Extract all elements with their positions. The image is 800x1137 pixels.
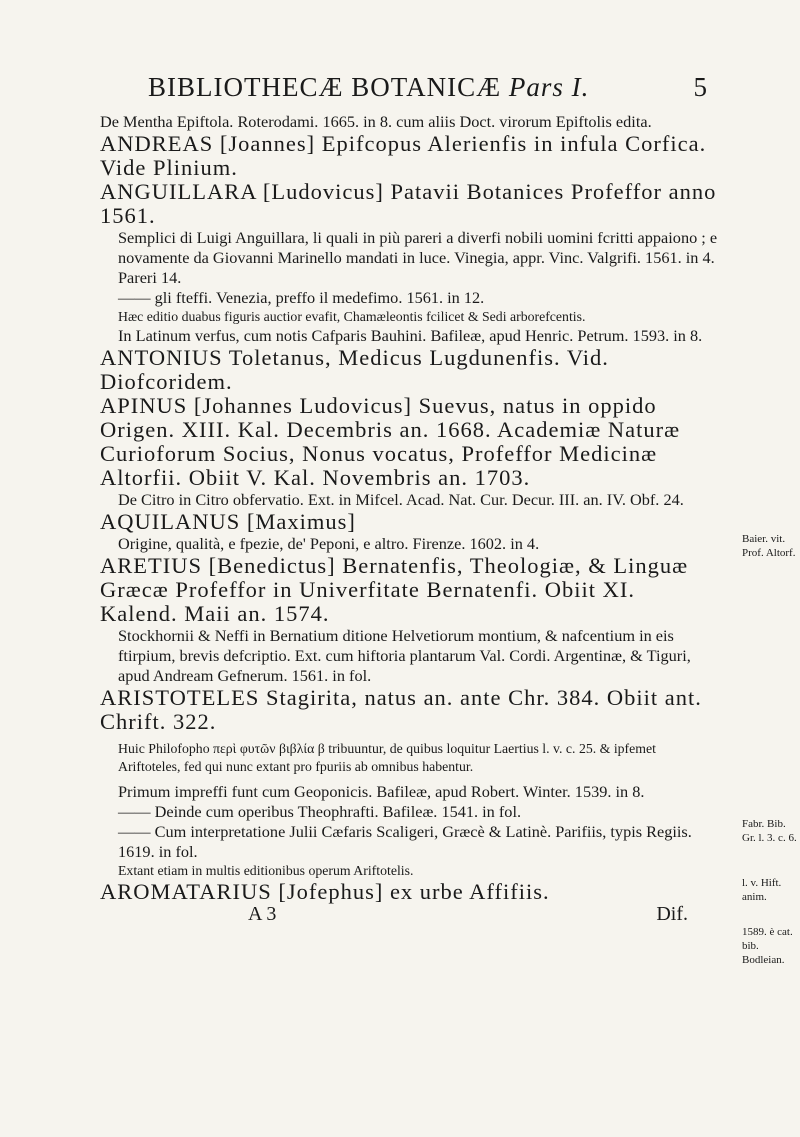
author-heading: ARISTOTELES Stagirita, natus an. ante Chr. 384. Obiit ant. Chrift. 322. (100, 685, 702, 734)
entry-text: —— Deinde cum operibus Theophrafti. Bafileæ. 1541. in fol. (118, 802, 522, 821)
entry-text: —— Cum interpretatione Julii Cæfaris Scaligeri, Græcè & Latinè. Parifiis, typis Regiis. 1619. in fol. (118, 822, 692, 861)
author-heading: ANDREAS [Joannes] Epifcopus Alerienfis in infula Corfica. Vide Plinium. (100, 131, 707, 180)
running-header (148, 72, 708, 103)
author-heading: ANTONIUS Toletanus, Medicus Lugdunenfis. Vid. Diofcoridem. (100, 345, 609, 394)
author-heading: ANGUILLARA [Ludovicus] Patavii Botanices Profeffor anno 1561. (100, 179, 717, 228)
entry-text: Semplici di Luigi Anguillara, li quali in più pareri a diverfi nobili uomini fcritti appaiono ; e novamente da Giovanni Marinello mandati in luce. Vinegia, appr. Vinc. Valgrifi. 1561. in 4. Pareri 14. (118, 228, 718, 287)
entry-text: De Mentha Epiftola. Roterodami. 1665. in 8. cum aliis Doct. virorum Epiftolis edita. (100, 112, 652, 131)
entry-text: Stockhornii & Neffi in Bernatium ditione Helvetiorum montium, & nafcentium in eis ftirpium, brevis defcriptio. Ext. cum hiftoria plantarum Val. Cordi. Argentinæ, & Tiguri, apud Andream Gefnerum. 1561. in fol. (118, 626, 691, 685)
page-number: 5 (693, 72, 708, 102)
catchword: Dif. (656, 903, 688, 925)
entry-text: Primum impreffi funt cum Geoponicis. Bafileæ, apud Robert. Winter. 1539. in 8. (118, 782, 645, 801)
entry-text: De Citro in Citro obfervatio. Ext. in Mifcel. Acad. Nat. Cur. Decur. III. an. IV. Obf. 24. (118, 490, 684, 509)
main-text (100, 112, 718, 928)
entry-note: Hæc editio duabus figuris auctior evafit, Chamæleontis fcilicet & Sedi arborefcentis. (118, 309, 586, 324)
author-heading: AROMATARIUS [Jofephus] ex urbe Affifiis. (100, 879, 550, 904)
margin-note: l. v. Hift. anim. (742, 877, 782, 903)
header-title: BIBLIOTHECÆ BOTANICÆ (148, 72, 502, 102)
margin-note: 1589. è cat. bib. Bodleian. (742, 926, 793, 966)
header-part: Pars I. (508, 72, 590, 102)
author-heading: ARETIUS [Benedictus] Bernatenfis, Theologiæ, & Linguæ Græcæ Profeffor in Univerfitate Bernatenfi. Obiit XI. Kalend. Maii an. 1574. (100, 553, 689, 626)
author-heading: AQUILANUS [Maximus] (100, 509, 356, 534)
signature-line (100, 904, 718, 928)
margin-note: Fabr. Bib. Gr. l. 3. c. 6. (742, 818, 797, 844)
margin-note: Baier. vit. Prof. Altorf. (742, 533, 796, 559)
entry-note: Huic Philofopho περὶ φυτῶν βιβλία β tribuuntur, de quibus loquitur Laertius l. v. c. 25. & ipfemet Ariftoteles, fed qui nunc extant pro fpuriis ab omnibus habentur. (118, 741, 656, 774)
author-heading: APINUS [Johannes Ludovicus] Suevus, natus in oppido Origen. XIII. Kal. Decembris an. 1668. Academiæ Naturæ Curioforum Socius, Nonus vocatus, Profeffor Medicinæ Altorfii. Obiit V. Kal. Novembris an. 1703. (100, 393, 681, 490)
entry-text: Origine, qualità, e fpezie, de' Peponi, e altro. Firenze. 1602. in 4. (118, 534, 540, 553)
entry-note: Extant etiam in multis editionibus operum Ariftotelis. (118, 863, 414, 878)
entry-text: In Latinum verfus, cum notis Cafparis Bauhini. Bafileæ, apud Henric. Petrum. 1593. in 8. (118, 326, 703, 345)
signature-mark: A 3 (248, 903, 277, 925)
entry-text: —— gli fteffi. Venezia, preffo il medefimo. 1561. in 12. (118, 288, 485, 307)
